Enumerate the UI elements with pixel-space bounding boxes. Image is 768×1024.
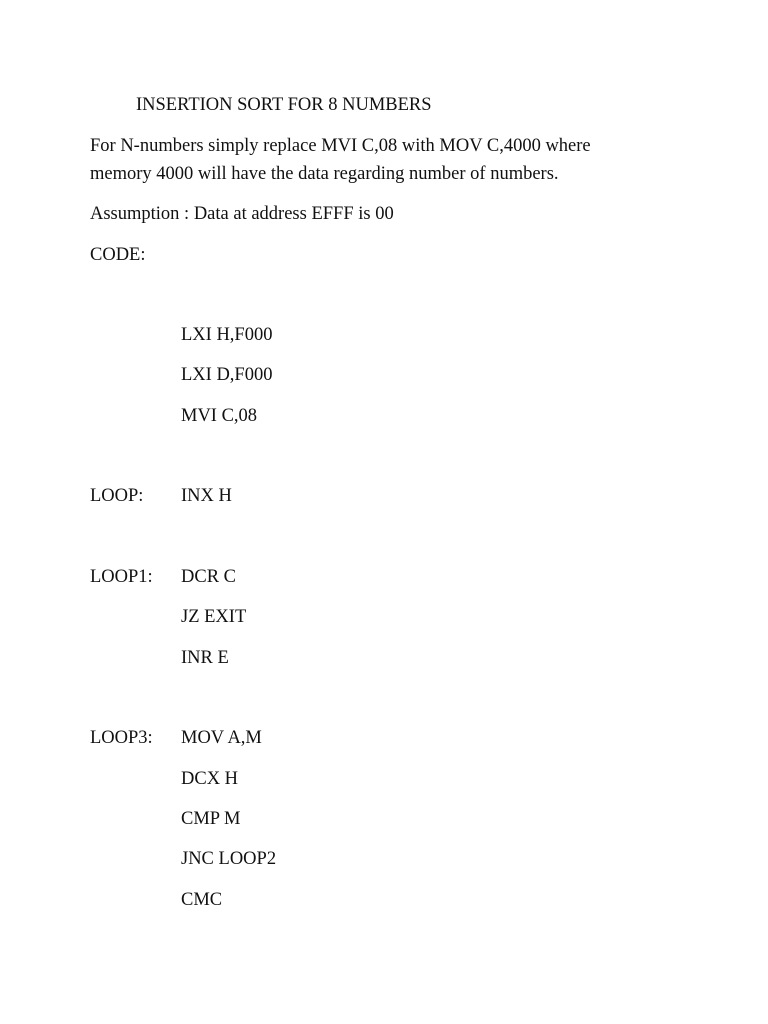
code-instruction: JZ EXIT — [181, 607, 247, 627]
intro-line-2: memory 4000 will have the data regarding number of numbers. — [90, 164, 559, 184]
code-instruction: CMP M — [181, 809, 241, 829]
code-instruction: INX H — [181, 486, 232, 506]
code-instruction: LXI H,F000 — [181, 325, 273, 345]
code-instruction: MOV A,M — [181, 728, 262, 748]
code-label: LOOP3: — [90, 728, 153, 748]
code-heading: CODE: — [90, 245, 146, 265]
code-instruction: CMC — [181, 890, 223, 910]
assumption-text: Assumption : Data at address EFFF is 00 — [90, 204, 394, 224]
intro-line-1: For N-numbers simply replace MVI C,08 with MOV C,4000 where — [90, 136, 591, 156]
code-instruction: LXI D,F000 — [181, 365, 273, 385]
document-title: INSERTION SORT FOR 8 NUMBERS — [136, 95, 432, 115]
code-instruction: DCR C — [181, 567, 237, 587]
code-label: LOOP: — [90, 486, 144, 506]
code-instruction: MVI C,08 — [181, 406, 258, 426]
code-instruction: JNC LOOP2 — [181, 849, 277, 869]
code-instruction: INR E — [181, 648, 229, 668]
code-instruction: DCX H — [181, 769, 239, 789]
code-label: LOOP1: — [90, 567, 153, 587]
